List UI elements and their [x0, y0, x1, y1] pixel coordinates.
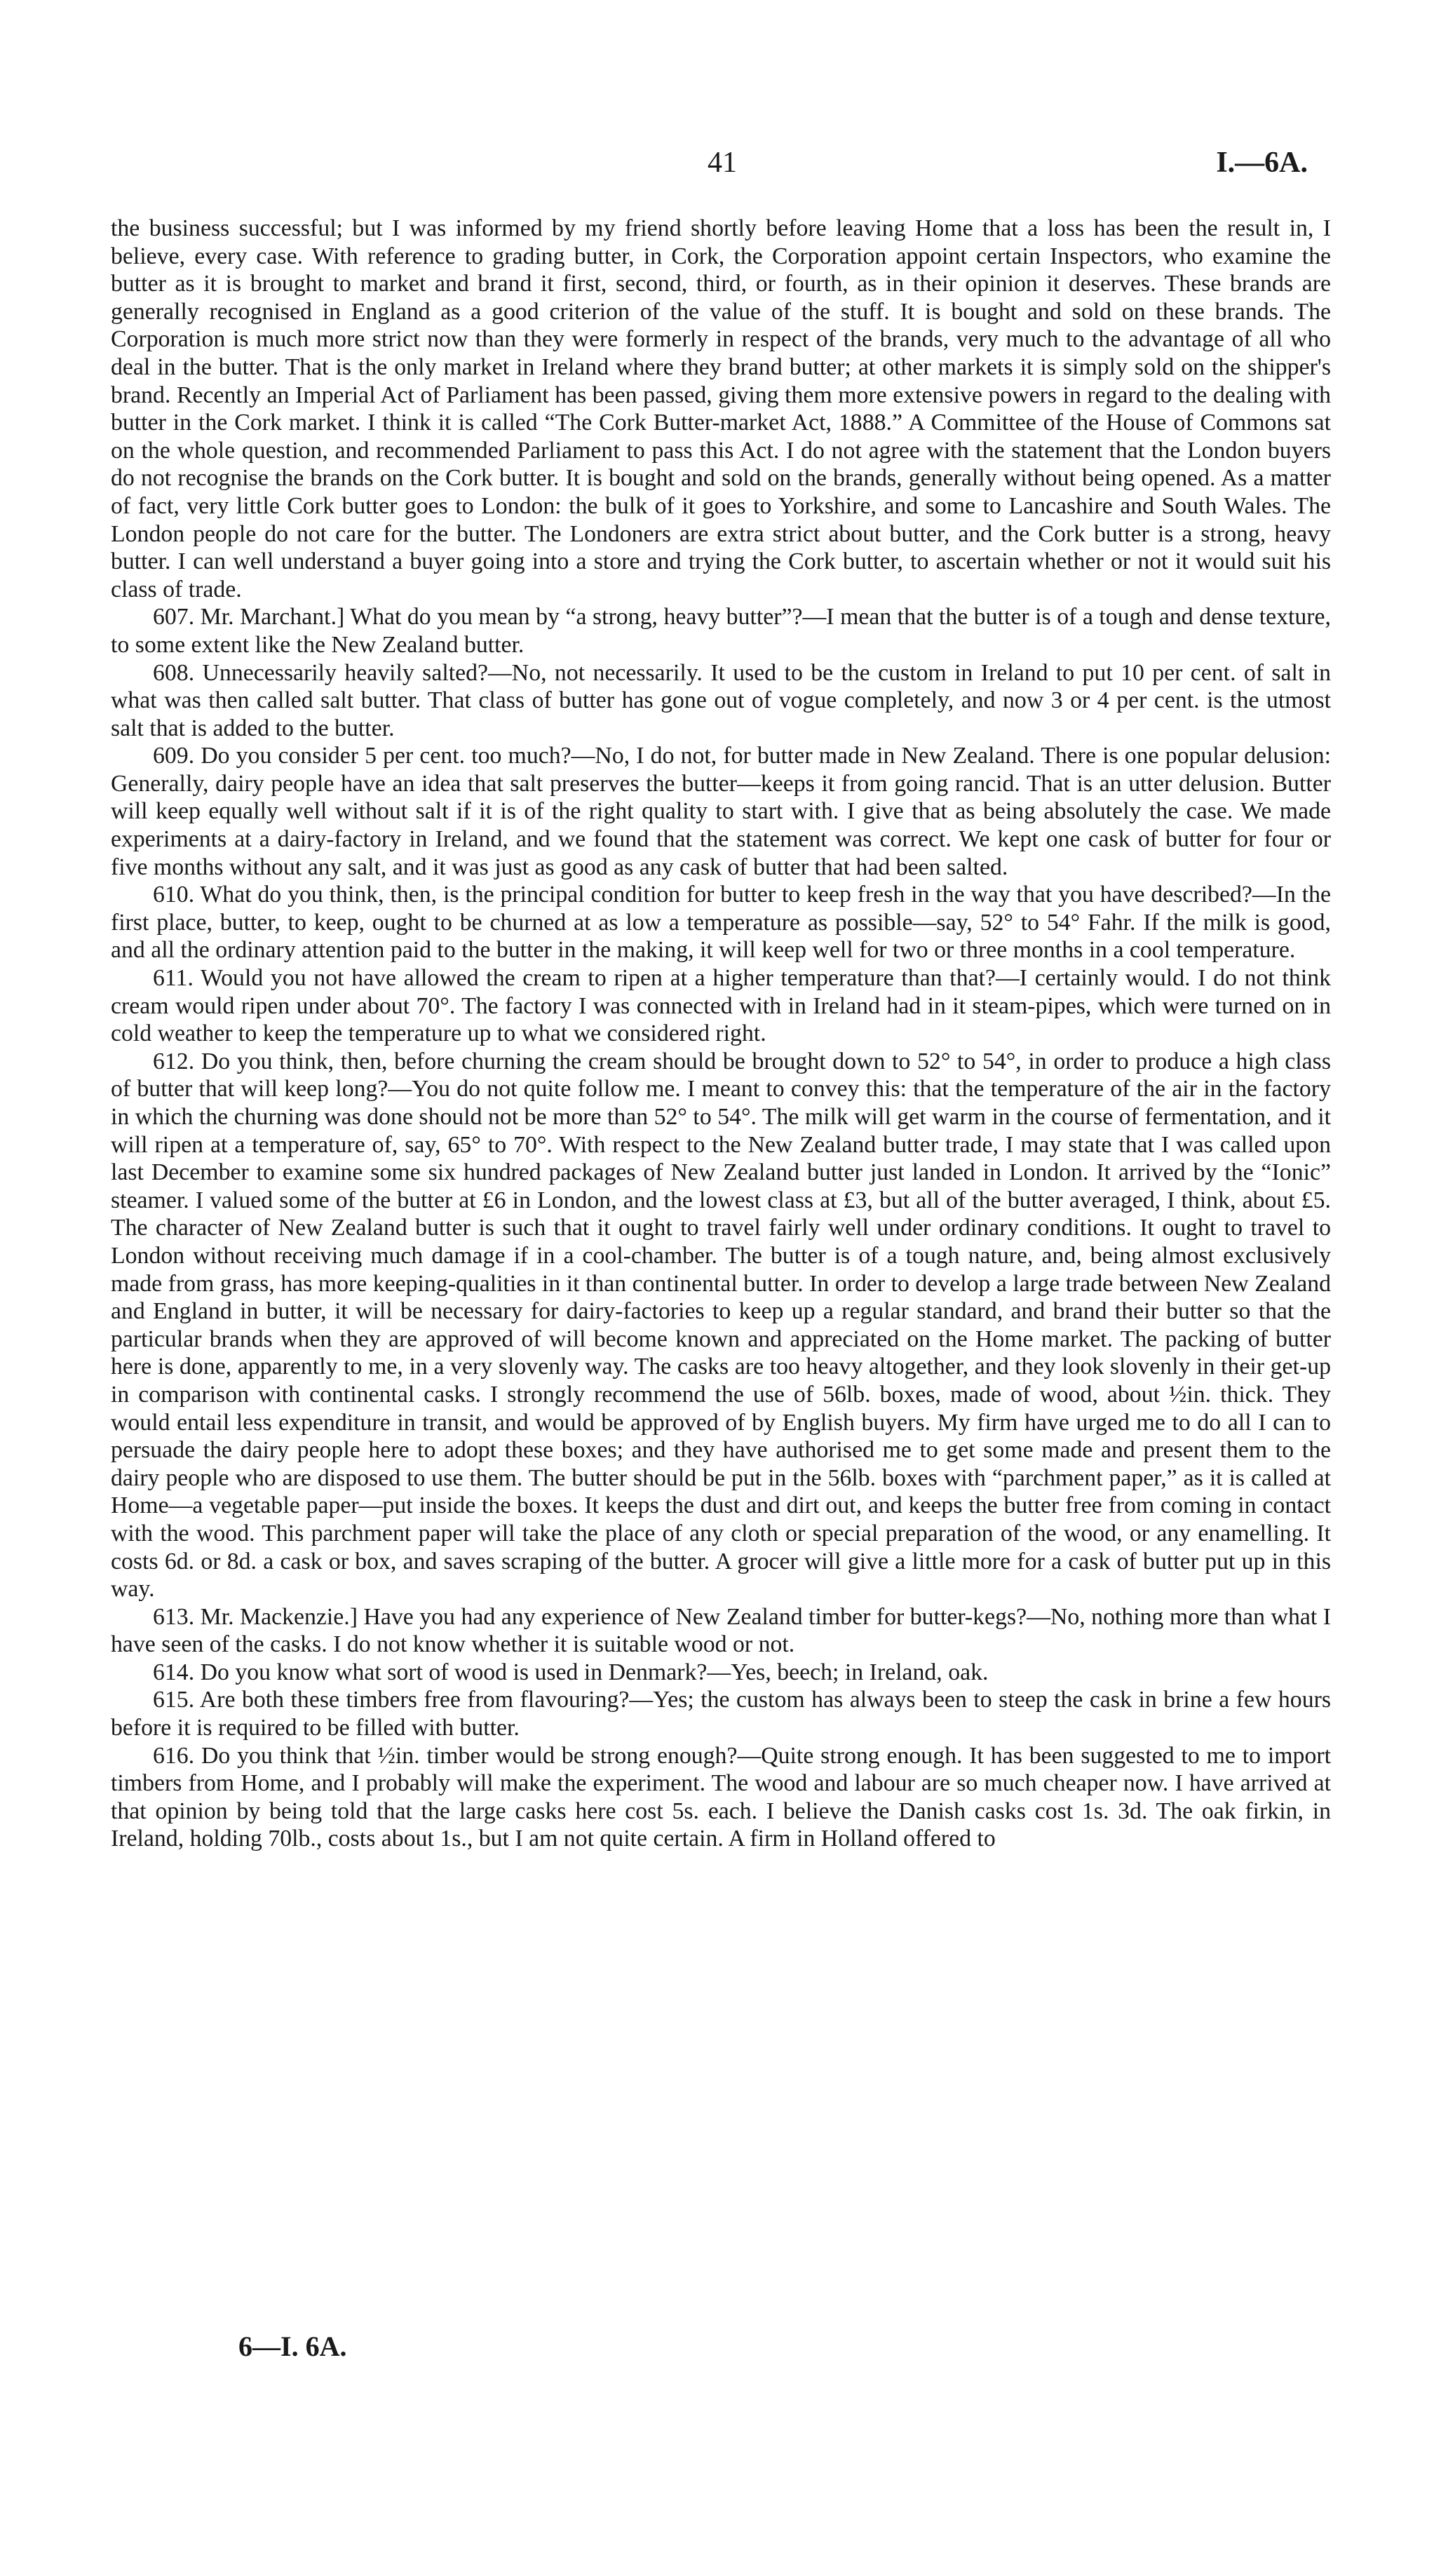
paragraph-612: 612. Do you think, then, before churning the cream should be brought down to 52° to 54°, in order to produce a high class of butter that will keep long?—You do not quite follow me. I meant to convey this: that the temperature of the air in the factory in which the churning was done should not be more than 52° to 54°. The milk will get warm in the course of fermentation, and it will ripen at a temperature of, say, 65° to 70°. With respect to the New Zealand butter trade, I may state that I was called upon last December to examine some six hundred packages of New Zealand butter just landed in London. It arrived by the “Ionic” steamer. I valued some of the butter at £6 in London, and the lowest class at £3, but all of the butter averaged, I think, about £5. The character of New Zealand butter is such that it ought to travel fairly well under ordinary conditions. It ought to travel to London without receiving much damage if in a cool-chamber. The butter is of a tough nature, and, being almost exclusively made from grass, has more keeping-qualities in it than continental butter. In order to develop a large trade between New Zealand and England in butter, it will be necessary for dairy-factories to keep up a regular standard, and brand their butter so that the particular brands when they are approved of will become known and appreciated on the Home market. The packing of butter here is done, apparently to me, in a very slovenly way. The casks are too heavy altogether, and they look slovenly in their get-up in comparison with continental casks. I strongly recommend the use of 56lb. boxes, made of wood, about ½in. thick. They would entail less expenditure in transit, and would be approved of by English buyers. My firm have urged me to do all I can to persuade the dairy people here to adopt these boxes; and they have authorised me to get some made and present them to the dairy people who are disposed to use them. The butter should be put in the 56lb. boxes with “parchment paper,” as it is called at Home—a vegetable paper—put inside the boxes. It keeps the dust and dirt out, and keeps the butter free from coming in contact with the wood. This parchment paper will take the place of any cloth or special preparation of the wood, or any enamelling. It costs 6d. or 8d. a cask or box, and saves scraping of the butter. A grocer will give a little more for a cask of butter put up in this way. — [111, 1048, 1331, 1603]
paragraph-611: 611. Would you not have allowed the cream to ripen at a higher temperature than that?—I certainly would. I do not think cream would ripen under about 70°. The factory I was connected with in Ireland had in it steam-pipes, which were turned on in cold weather to keep the temperature up to what we considered right. — [111, 965, 1331, 1047]
paragraph-613: 613. Mr. Mackenzie.] Have you had any experience of New Zealand timber for butter-kegs?—No, nothing more than what I have seen of the casks. I do not know whether it is suitable wood or not. — [111, 1603, 1331, 1658]
document-reference: I.—6A. — [1216, 147, 1308, 179]
paragraph-610: 610. What do you think, then, is the principal condition for butter to keep fresh in the way that you have described?—In the first place, butter, to keep, ought to be churned at as low a temperature as possible—say, 52° to 54° Fahr. If the milk is good, and all the ordinary attention paid to the butter in the making, it will keep well for two or three months in a cool temperature. — [111, 882, 1331, 964]
paragraph-608: 608. Unnecessarily heavily salted?—No, not necessarily. It used to be the custom in Ireland to put 10 per cent. of salt in what was then called salt butter. That class of butter has gone out of vogue completely, and now 3 or 4 per cent. is the utmost salt that is added to the butter. — [111, 659, 1331, 741]
paragraph-614: 614. Do you know what sort of wood is used in Denmark?—Yes, beech; in Ireland, oak. — [153, 1659, 989, 1685]
paragraph-615: 615. Are both these timbers free from flavouring?—Yes; the custom has always been to steep the cask in brine a few hours before it is required to be filled with butter. — [111, 1687, 1331, 1741]
paragraph-616: 616. Do you think that ½in. timber would be strong enough?—Quite strong enough. It has been suggested to me to import timbers from Home, and I probably will make the experiment. The wood and labour are so much cheaper now. I have arrived at that opinion by being told that the large casks here cost 5s. each. I believe the Danish casks cost 1s. 3d. The oak firkin, in Ireland, holding 70lb., costs about 1s., but I am not quite certain. A firm in Holland offered to — [111, 1742, 1331, 1852]
page-number: 41 — [708, 147, 737, 179]
signature-mark: 6—I. 6A. — [238, 2331, 347, 2362]
paragraph-609: 609. Do you consider 5 per cent. too much?—No, I do not, for butter made in New Zealand. There is one popular delusion: Generally, dairy people have an idea that salt preserves the butter—keeps it from going rancid. That is an utter delusion. Butter will keep equally well without salt if it is of the right quality to start with. I give that as being absolutely the case. We made experiments at a dairy-factory in Ireland, and we found that the statement was correct. We kept one cask of butter for four or five months without any salt, and it was just as good as any cask of butter that had been salted. — [111, 743, 1331, 880]
body-text — [111, 215, 1331, 1853]
paragraph-607: 607. Mr. Marchant.] What do you mean by “a strong, heavy butter”?—I mean that the butter is of a tough and dense texture, to some extent like the New Zealand butter. — [111, 604, 1331, 658]
paragraph-continuation: the business successful; but I was informed by my friend shortly before leaving Home that a loss has been the result in, I believe, every case. With reference to grading butter, in Cork, the Corporation appoint certain Inspectors, who examine the butter as it is brought to market and brand it first, second, third, or fourth, as in their opinion it deserves. These brands are generally recognised in England as a good criterion of the value of the stuff. It is bought and sold on these brands. The Corporation is much more strict now than they were formerly in respect of the brands, very much to the advantage of all who deal in the butter. That is the only market in Ireland where they brand butter; at other markets it is simply sold on the shipper's brand. Recently an Imperial Act of Parliament has been passed, giving them more extensive powers in regard to the dealing with butter in the Cork market. I think it is called “The Cork Butter-market Act, 1888.” A Committee of the House of Commons sat on the whole question, and recommended Parliament to pass this Act. I do not agree with the statement that the London buyers do not recognise the brands on the Cork butter. It is bought and sold on the brands, generally without being opened. As a matter of fact, very little Cork butter goes to London: the bulk of it goes to Yorkshire, and some to Lancashire and South Wales. The London people do not care for the butter. The Londoners are extra strict about butter, and the Cork butter is a strong, heavy butter. I can well understand a buyer going into a store and trying the Cork butter, to ascertain whether or not it would suit his class of trade. — [111, 215, 1331, 602]
